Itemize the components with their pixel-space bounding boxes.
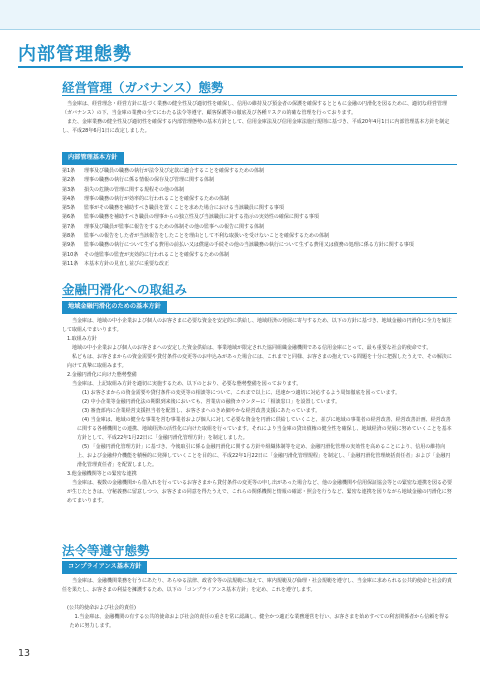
compliance-paragraph: 1.当金庫は、金融機関の有する公共的使命および社会的責任の重さを常に認識し、健全かつ適正な業務運営を行い、お客さまを始めすべての利害関係者から信頼を得るために努力します。 — [69, 614, 450, 629]
policy-item-number: 第7条 — [62, 223, 76, 230]
compliance-heading: 法令等遵守態勢 — [62, 543, 150, 558]
policy-item-text: 本基本方針の見直し並びに重要な改正 — [84, 260, 170, 267]
governance-paragraph: 当金庫は、経営理念・経営方針に基づく業務の健全性及び適切性を確保し、信用の維持及び預金者の保護を確保するとともに金融の円滑化を図るために、適切な経営管理（ガバナンス）の下、当金庫の業務の全てにわたる法令等遵守、顧客保護等の徹底及び各種リスクの的確な管理を行っております。 — [62, 101, 448, 116]
policy-item-text: 理事及び職員が監事に報告をするための体制その他の監事への報告に関する体制 — [84, 223, 265, 230]
compliance-paragraph: 当金庫は、金融機関業務を行うにあたり、あらゆる法律、政省令等の法規範に加えて、庫内規範及び倫理・社会規範を遵守し、当金庫に求められる公共的使命と社会的責任を果たし、お客さまの利益を擁護するため、以下の「コンプライアンス基本方針」を定め、これを遵守します。 — [62, 578, 452, 593]
policy-item-text: その他監事の監査が実効的に行われることを確保するための体制 — [84, 251, 230, 258]
policy-item-text: 監事の職務を補助すべき職員の理事からの独立性及び当該職員に対する指示の実効性の確保に関する事項 — [84, 214, 319, 221]
governance-body — [62, 100, 454, 136]
governance-paragraph: また、金庫業務の健全性及び適切性を確保する内部管理態勢の基本方針として、信用金庫法及び信用金庫法施行規則に基づき、平成20年4月1日に内部管理基本方針を制定し、平成28年6月1日に改定しました。 — [62, 119, 450, 134]
finance-paragraph: 2.金融円滑化に向けた態勢整備 — [67, 372, 137, 378]
finance-paragraph: (3) 審査部内に企業経営支援担当者を配置し、お客さまへのきめ細やかな経営改善支援にあたっています。 — [82, 408, 321, 414]
finance-paragraph: 1.取組み方針 — [67, 336, 97, 342]
policy-item-number: 第2条 — [62, 177, 76, 184]
compliance-heading-rule — [62, 558, 457, 559]
finance-paragraph: 地域の中小企業および個人のお客さまへの安定した資金供給は、事業地域が限定された協同組織金融機関である信用金庫にとって、最も重要な社会的使命です。 — [72, 345, 432, 351]
policy-item — [62, 204, 454, 213]
governance-heading: 経営管理（ガバナンス）態勢 — [62, 80, 224, 95]
finance-paragraph: 当金庫は、複数の金融機関から借入れを行っているお客さまから貸付条件の変更等の申し出があった場合など、他の金融機関や信用保証協会等との緊密な連携を図る必要が生じたときは、守秘義務に留意しつつ、お客さまの同意を得たうえで、これらの関係機関と情報の確認・照会を行うなど、緊密な連携を図りながら地域金融の円滑化に努めてまいります。 — [67, 480, 452, 504]
finance-body — [62, 317, 454, 506]
page-title-underline — [18, 66, 463, 68]
policy-item — [62, 251, 454, 260]
policy-item — [62, 167, 454, 176]
page-title: 内部管理態勢 — [18, 44, 132, 65]
finance-paragraph: 私どもは、お客さまからの資金需要や貸付条件の変更等のお申込みがあった場合には、これまでと同様、お客さまの抱えている問題を十分に把握したうえで、その解決に向けて真摯に取組みます。 — [67, 354, 452, 369]
compliance-subheading-rule — [62, 573, 457, 574]
policy-item — [62, 260, 454, 269]
finance-heading-rule — [62, 297, 457, 298]
page-number: 13 — [18, 648, 31, 659]
policy-item — [62, 195, 454, 204]
policy-item-text: 損失の危険の管理に関する規程その他の体制 — [84, 186, 185, 193]
policy-item — [62, 223, 454, 232]
policy-item-text: 監事がその職務を補助すべき職員を置くことを求めた場合における当該職員に関する事項 — [84, 205, 284, 212]
policy-item-number: 第4条 — [62, 195, 76, 202]
finance-paragraph: 当金庫は、上記取組み方針を適切に実施するため、以下のとおり、必要な態勢整備を図っております。 — [72, 381, 302, 387]
finance-heading: 金融円滑化への取組み — [62, 282, 188, 297]
finance-subheading: 地域金融円滑化のための基本方針 — [62, 301, 167, 313]
finance-subheading-rule — [62, 313, 457, 314]
policy-item-number: 第6条 — [62, 214, 76, 221]
policy-list — [62, 167, 454, 269]
policy-item — [62, 213, 454, 222]
policy-item-number: 第8条 — [62, 233, 76, 240]
governance-subheading: 内部管理基本方針 — [62, 152, 124, 164]
policy-item-text: 理事の職務の執行が効率的に行われることを確保するための体制 — [84, 195, 230, 202]
policy-item-text: 理事及び職員の職務の執行が法令及び定款に適合することを確保するための体制 — [84, 168, 265, 174]
policy-item-number: 第1条 — [62, 168, 76, 174]
policy-item-text: 理事の職務の執行に係る情報の保存及び管理に関する体制 — [84, 177, 215, 184]
policy-item — [62, 186, 454, 195]
finance-paragraph: (4) 当金庫は、地域の健全な事業を営む事業者および個人に対して必要な資金を円滑に供給していくこと、並びに地域の事業者の経営改善、経営改善計画、経営改善に関する各種機関との連携、地域経済の活性化に向けた取組を行っています。それにより当金庫の貸出債権の健全性を確保し、地域経済の発展に努めていくことを基本方針として、平成22年1月22日に「金融円滑化管理方針」を制定しました。 — [77, 417, 452, 441]
policy-item-text: 監事の職務の執行について生ずる費用の前払い又は償還の手続その他の当該職務の執行について生ずる費用又は債務の処理に係る方針に関する事項 — [84, 242, 414, 249]
policy-item — [62, 176, 454, 185]
compliance-body — [62, 577, 454, 631]
governance-subheading-rule — [62, 164, 457, 165]
policy-item — [62, 232, 454, 241]
policy-item-text: 監事への報告をした者が当該報告をしたことを理由として不利な取扱いを受けないことを確保するための体制 — [84, 233, 330, 240]
compliance-subheading: コンプライアンス基本方針 — [62, 561, 147, 573]
finance-paragraph: (2) 中小企業等金融円滑化法の期限到来後においても、営業店の融資カウンターに「相談窓口」を設置しています。 — [82, 399, 341, 405]
finance-paragraph: (1) お客さまからの資金需要や貸付条件の変更等の相談等について、これまで以上に、迅速かつ適切に対応するよう周知徹底を図っています。 — [82, 390, 401, 396]
finance-paragraph: 3.他金融機関等との緊密な連携 — [67, 471, 137, 477]
policy-item-number: 第10条 — [62, 251, 79, 258]
title-bar-rule — [0, 29, 480, 30]
policy-item-number: 第9条 — [62, 242, 76, 249]
compliance-paragraph — [62, 595, 454, 604]
policy-item — [62, 241, 454, 250]
finance-paragraph: (5) 「金融円滑化管理方針」に基づき、今後取引に係る金融円滑化に関する方針や組織体制等を定め、金融円滑化管理の実効性を高めることにより、信用の維持向上、および金融仲介機能を積極的に発揮していくことを目的に、平成22年1月22日に「金融円滑化管理規程」を制定し、「金融円滑化管理統括責任者」および「金融円滑化管理責任者」を配置しました。 — [77, 444, 451, 468]
policy-item-number: 第5条 — [62, 205, 76, 212]
finance-paragraph: 当金庫は、地域の中小企業および個人のお客さまに必要な資金を安定的に供給し、地域経済の発展に寄与するため、以下の方針に基づき、地域金融の円滑化に全力を傾注して取組んでまいります。 — [62, 318, 452, 333]
title-bar — [0, 0, 480, 30]
policy-item-number: 第11条 — [62, 260, 79, 267]
policy-item-number: 第3条 — [62, 186, 76, 193]
compliance-paragraph: (公共的使命および社会的責任) — [67, 605, 136, 611]
governance-heading-rule — [62, 95, 457, 96]
